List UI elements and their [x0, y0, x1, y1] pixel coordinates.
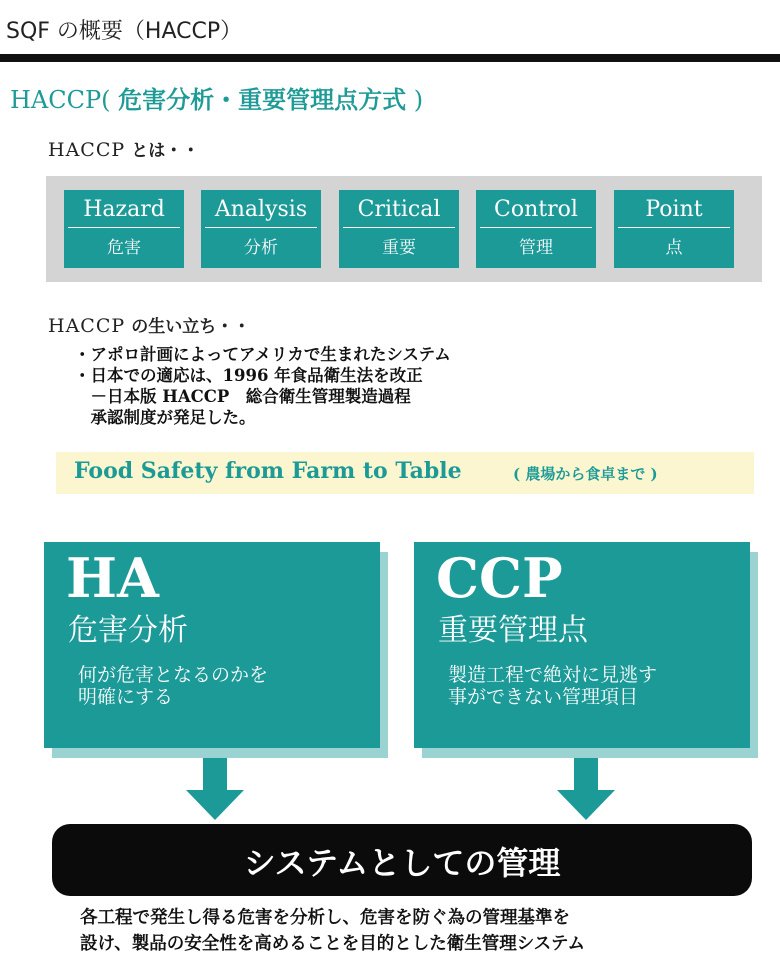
term-divider: [205, 227, 317, 228]
ccp-card: [414, 542, 750, 748]
term-japanese: 重要: [382, 238, 416, 258]
term-divider: [343, 227, 455, 228]
ha-card-description-line: 明確にする: [78, 686, 174, 708]
term-point: [614, 190, 734, 268]
section-heading-japanese: 危害分析・重要管理点方式: [118, 85, 407, 114]
definition-line: 設け、製品の安全性を高めることを目的とした衛生管理システム: [80, 934, 586, 954]
term-divider: [480, 227, 592, 228]
down-arrow-icon: [186, 758, 244, 820]
term-hazard: [64, 190, 184, 268]
haccp-definition: [80, 905, 585, 957]
section-heading-close-paren: ): [413, 86, 424, 114]
term-english: Control: [494, 197, 578, 222]
down-arrow-icon: [557, 758, 615, 820]
ccp-card-abbreviation: CCP: [436, 546, 563, 610]
term-analysis: [201, 190, 321, 268]
term-english: Hazard: [83, 197, 165, 222]
ha-card-abbreviation: HA: [66, 546, 159, 610]
term-english: Critical: [357, 197, 441, 222]
title-underline: [0, 54, 780, 62]
section-heading: [10, 80, 423, 115]
definition-line: 各工程で発生し得る危害を分析し、危害を防ぐ為の管理基準を: [80, 908, 570, 928]
history-bullet: －日本版 HACCP 総合衛生管理製造過程: [74, 387, 411, 406]
history-bullet: ・日本での適応は、1996 年食品衛生法を改正: [74, 366, 423, 385]
ha-card-name: 危害分析: [68, 613, 188, 648]
history-bullet: ・アポロ計画によってアメリカで生まれたシステム: [74, 345, 451, 364]
term-japanese: 点: [665, 238, 683, 258]
history-heading-japanese: の生い立ち・・: [131, 317, 251, 337]
history-heading-latin: HACCP: [48, 315, 126, 337]
term-critical: [339, 190, 459, 268]
term-divider: [618, 227, 730, 228]
ccp-card-description-line: 製造工程で絶対に見逃す: [448, 664, 658, 686]
system-management-banner: [52, 824, 752, 896]
term-japanese: 分析: [244, 238, 278, 258]
ccp-card-description-line: 事ができない管理項目: [448, 686, 639, 708]
history-heading: [48, 312, 250, 337]
term-control: [476, 190, 596, 268]
what-is-haccp-heading: [48, 136, 199, 161]
ha-card-description: [78, 664, 268, 708]
section-heading-open-paren: (: [101, 86, 111, 114]
page-title: SQF の概要（HACCP）: [6, 19, 243, 44]
term-english: Analysis: [214, 197, 308, 222]
ccp-card-name: 重要管理点: [438, 613, 588, 648]
tagline-box: [56, 452, 754, 494]
what-heading-japanese: とは・・: [131, 141, 200, 161]
haccp-terms-strip: [46, 176, 762, 282]
what-heading-latin: HACCP: [48, 139, 126, 161]
ha-card: [44, 542, 380, 748]
ha-card-description-line: 何が危害となるのかを: [78, 664, 269, 686]
tagline-english: Food Safety from Farm to Table: [74, 458, 462, 484]
term-japanese: 管理: [519, 238, 553, 258]
ccp-card-description: [448, 664, 657, 708]
term-divider: [68, 227, 180, 228]
term-english: Point: [645, 197, 703, 222]
history-bullet: 承認制度が発足した。: [74, 408, 256, 427]
history-bullet-list: [74, 344, 451, 428]
section-heading-latin: HACCP: [10, 86, 102, 114]
system-management-label: システムとしての管理: [243, 844, 561, 882]
term-japanese: 危害: [107, 238, 141, 258]
tagline-japanese: ( 農場から食卓まで ): [513, 465, 658, 483]
